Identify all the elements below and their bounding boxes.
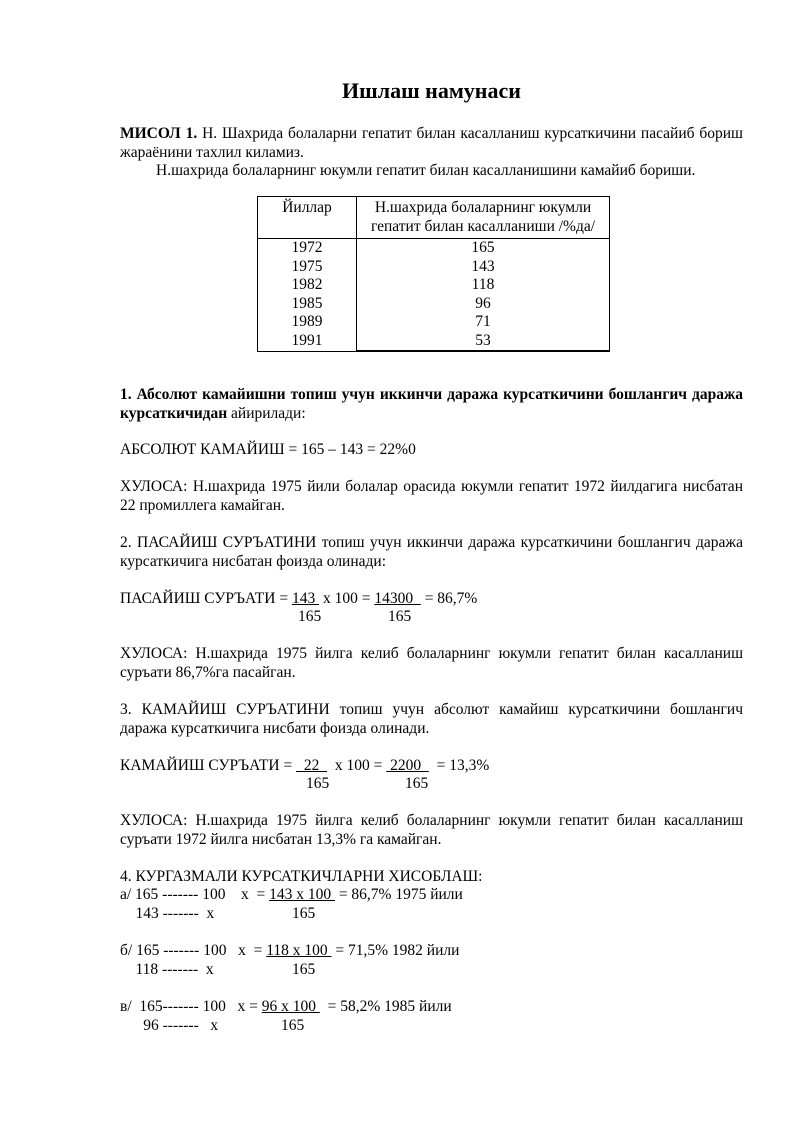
section4-item-b-line2: 118 ------- х [120,961,214,978]
proportion-result: = 71,5% 1982 йили [331,942,460,959]
rate-value: 71 [475,313,491,330]
data-table [257,196,610,352]
example-text: Н. Шахрида болаларни гепатит билан касалланиш курсаткичини пасайиб бориш жараёнини тахлил киламиз. [120,125,743,161]
section3-conclusion: ХУЛОСА: Н.шахрида 1975 йилга келиб болаларнинг юкумли гепатит билан касалланиш суръати 1972 йилга нисбатан 13,3% га камайган. [120,812,743,848]
section2-denominator: 165 [298,608,322,625]
formula-result: = 13,3% [428,757,490,774]
section4-item-c [120,997,452,1016]
section4-item-a-denominator: 165 [292,905,316,922]
formula-prefix: КАМАЙИШ СУРЪАТИ = [120,757,297,774]
formula-numerator: 14300 [374,590,421,607]
year-value: 1975 [291,257,323,275]
section2-paragraph: 2. ПАСАЙИШ СУРЪАТИНИ топиш учун иккинчи даража курсаткичини бошлангич даража курсаткичига нисбатан фоизда олинади: [120,534,743,570]
year-value: 1985 [291,294,323,312]
section4-item-c-line2: 96 ------- х [120,1017,219,1034]
proportion-numerator: 143 х 100 [269,886,335,903]
section1-conclusion: ХУЛОСА: Н.шахрида 1975 йили болалар орасида юкумли гепатит 1972 йилдагига нисбатан 22 промиллега камайган. [120,478,743,514]
formula-multiplier: х 100 = [327,757,387,774]
table-row [258,239,610,351]
table-cell-rate [357,239,610,351]
rate-value: 53 [475,331,491,349]
example-label: МИСОЛ 1. [120,125,198,142]
section3-formula [120,756,489,775]
section2-denominator: 165 [388,608,412,625]
formula-multiplier: х 100 = [319,590,375,607]
proportion-left: в/ 165------- 100 х = [120,998,262,1015]
proportion-numerator: 118 х 100 [266,942,332,959]
year-value: 1972 [291,239,323,256]
formula-result: = 86,7% [420,590,478,607]
rate-value: 165 [471,239,495,256]
table-header-row [258,197,610,239]
rate-value: 96 [475,294,491,312]
section4-item-b-denominator: 165 [292,961,316,978]
year-value: 1982 [291,276,323,293]
section2-formula [120,589,477,608]
table-header-years: Йиллар [258,197,357,239]
section1-paragraph [120,385,743,423]
section4-item-a-line2: 143 ------- х [120,905,215,922]
year-value: 1991 [291,331,323,349]
section4-item-a [120,885,463,904]
rate-value: 143 [471,257,495,275]
section4-item-b [120,941,459,960]
table-cell-year [258,239,357,351]
table-caption: Н.шахрида болаларнинг юкумли гепатит билан касалланишини камайиб бориши. [156,162,696,179]
page-title: Ишлаш намунаси [342,78,521,103]
formula-numerator: 2200 [386,757,429,774]
proportion-result: = 86,7% 1975 йили [334,886,463,903]
rate-value: 118 [471,276,495,293]
formula-numerator: 143 [291,590,320,607]
section1-rest: айирилади: [227,405,306,422]
section3-paragraph: 3. КАМАЙИШ СУРЪАТИНИ топиш учун абсолют камайиш курсаткичини бошлангич даража курсаткичига нисбати фоизда олинади. [120,701,743,737]
section4-heading: 4. КУРГАЗМАЛИ КУРСАТКИЧЛАРНИ ХИСОБЛАШ: [120,868,483,885]
section1-bold: 1. Абсолют камайишни топиш учун иккинчи даража курсаткичини бошлангич даража курсаткичидан [120,386,743,422]
section3-denominator: 165 [306,775,330,792]
section4-item-c-denominator: 165 [281,1017,305,1034]
formula-numerator: 22 [296,757,328,774]
section2-conclusion: ХУЛОСА: Н.шахрида 1975 йилга келиб болаларнинг юкумли гепатит билан касалланиш суръати 86,7%га пасайган. [120,645,743,681]
section1-formula: АБСОЛЮТ КАМАЙИШ = 165 – 143 = 22%0 [120,441,416,458]
formula-prefix: ПАСАЙИШ СУРЪАТИ = [120,590,292,607]
proportion-left: а/ 165 ------- 100 х = [120,886,270,903]
proportion-result: = 58,2% 1985 йили [319,998,452,1015]
table-header-rate: Н.шахрида болаларнинг юкумли гепатит билан касалланиши /%да/ [357,197,610,239]
proportion-numerator: 96 х 100 [261,998,320,1015]
proportion-left: б/ 165 ------- 100 х = [120,942,267,959]
year-value: 1989 [291,313,323,330]
example-paragraph [120,124,743,162]
section3-denominator: 165 [405,775,429,792]
